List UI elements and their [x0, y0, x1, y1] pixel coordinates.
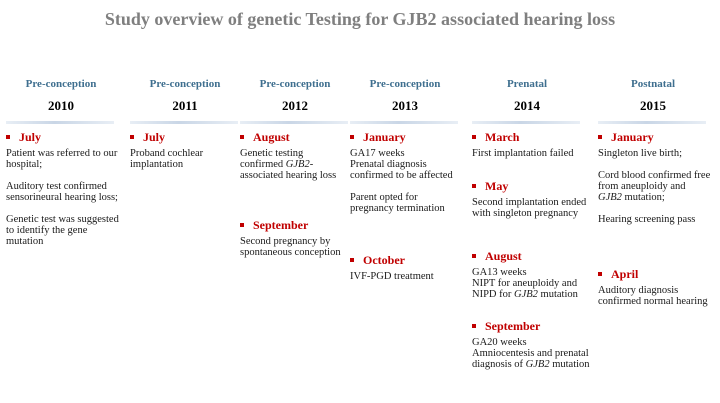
event-month: May — [485, 178, 509, 193]
bullet-icon — [472, 254, 476, 258]
event-text: GA20 weeks Amniocentesis and prenatal diagnosis of GJB2 mutation — [472, 337, 590, 370]
bullet-icon — [598, 135, 602, 139]
event-month: March — [485, 129, 520, 144]
event — [350, 129, 462, 214]
timeline-bar — [6, 121, 114, 124]
event-month: July — [143, 129, 166, 144]
phase-label: Pre-conception — [369, 78, 441, 90]
event-month: January — [363, 129, 406, 144]
event-month: August — [485, 248, 522, 263]
event — [6, 129, 124, 247]
event — [472, 248, 596, 300]
year-label: 2015 — [640, 98, 666, 113]
bullet-icon — [350, 258, 354, 262]
event-text: GA13 weeks NIPT for aneuploidy and NIPD for GJB2 mutation — [472, 267, 578, 300]
event-month: April — [611, 266, 639, 281]
event-text: Hearing screening pass — [598, 214, 696, 225]
event-text: GA17 weeks Prenatal diagnosis confirmed to be affected — [350, 148, 453, 181]
page-title: Study overview of genetic Testing for GJB2 associated hearing loss — [104, 9, 616, 29]
event-month: July — [19, 129, 42, 144]
event-text: Singleton live birth; — [598, 148, 682, 159]
event — [472, 178, 592, 219]
event-month: September — [485, 318, 541, 333]
event-month: August — [253, 129, 290, 144]
phase-label: Prenatal — [506, 78, 548, 90]
timeline-bar — [350, 121, 458, 124]
event-text: Proband cochlear implantation — [130, 148, 204, 170]
timeline-bar — [240, 121, 348, 124]
event-text: Genetic test was suggested to identify the gene mutation — [6, 214, 119, 247]
timeline-bar — [598, 121, 706, 124]
bullet-icon — [598, 272, 602, 276]
event-text: Second implantation ended with singleton pregnancy — [472, 197, 587, 219]
bullet-icon — [350, 135, 354, 139]
year-label: 2010 — [48, 98, 74, 113]
phase-label: Pre-conception — [149, 78, 221, 90]
event-text: Second pregnancy by spontaneous conception — [240, 236, 341, 258]
event — [130, 129, 230, 170]
year-label: 2011 — [172, 98, 198, 113]
year-label: 2012 — [282, 98, 308, 113]
event — [598, 266, 712, 307]
event-month: January — [611, 129, 654, 144]
event — [472, 318, 592, 370]
bullet-icon — [130, 135, 134, 139]
year-label: 2013 — [392, 98, 418, 113]
event-text: Genetic testing confirmed GJB2-associated hearing loss — [240, 148, 337, 181]
event — [350, 252, 462, 282]
event-text: Auditory diagnosis confirmed normal hearing — [598, 285, 708, 307]
bullet-icon — [472, 135, 476, 139]
event-month: October — [363, 252, 405, 267]
bullet-icon — [240, 135, 244, 139]
event — [598, 129, 712, 225]
event-text: Cord blood confirmed free from aneuploidy and GJB2 mutation; — [598, 170, 711, 203]
event-text: IVF-PGD treatment — [350, 271, 434, 282]
bullet-icon — [472, 324, 476, 328]
timeline-bar — [130, 121, 238, 124]
bullet-icon — [472, 184, 476, 188]
event-text: Auditory test confirmed sensorineural hearing loss; — [6, 181, 118, 203]
bullet-icon — [240, 223, 244, 227]
event — [240, 129, 340, 181]
bullet-icon — [6, 135, 10, 139]
event-text: Parent opted for pregnancy termination — [350, 192, 445, 214]
year-label: 2014 — [514, 98, 540, 113]
phase-label: Pre-conception — [259, 78, 331, 90]
event-text: Patient was referred to our hospital; — [6, 148, 118, 170]
phase-label: Pre-conception — [25, 78, 97, 90]
event-month: September — [253, 217, 309, 232]
event — [240, 217, 350, 258]
phase-label: Postnatal — [631, 78, 675, 90]
event-text: First implantation failed — [472, 148, 574, 159]
timeline-bar — [472, 121, 580, 124]
event — [472, 129, 592, 159]
